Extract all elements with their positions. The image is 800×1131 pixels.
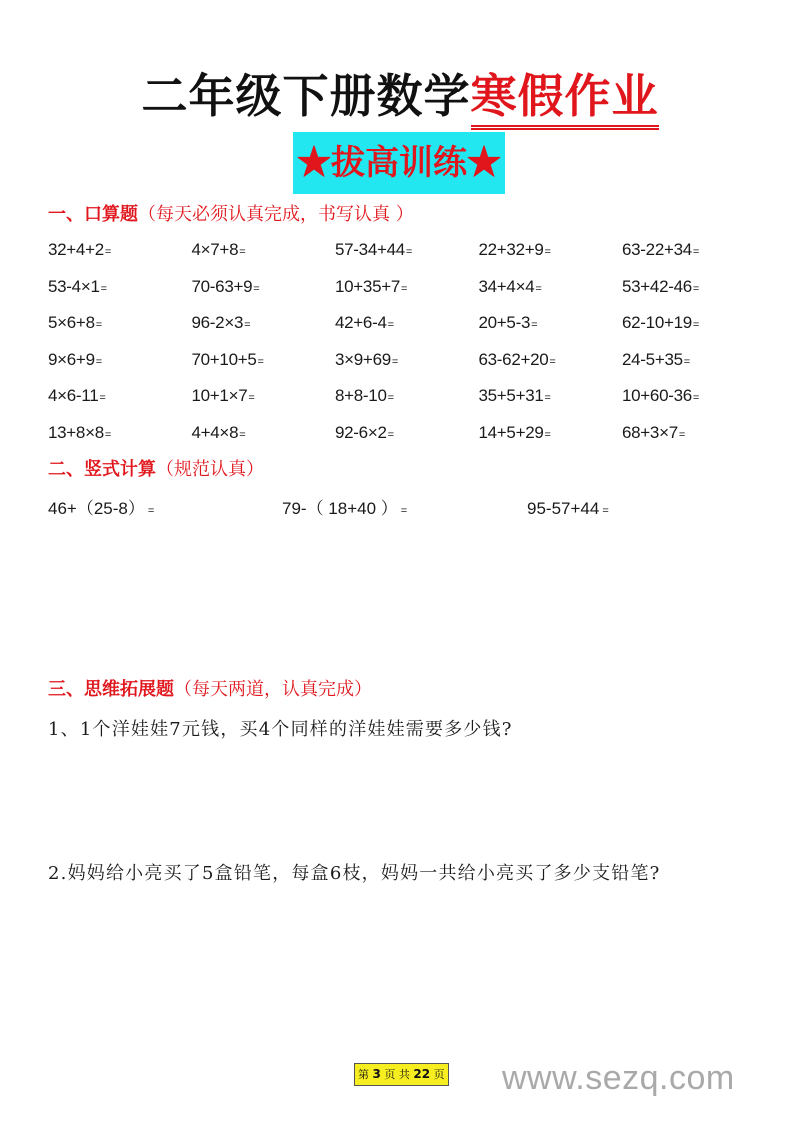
oral-expr: 22+32+9 bbox=[478, 240, 544, 259]
equals-sign: = bbox=[248, 392, 255, 404]
section-2-heading: 二、竖式计算 bbox=[48, 459, 156, 480]
oral-item bbox=[335, 347, 479, 384]
oral-expr: 9×6+9 bbox=[48, 349, 95, 369]
page-middle: 页 共 bbox=[384, 1068, 410, 1081]
oral-item bbox=[192, 383, 336, 420]
oral-expr: 10+1×7 bbox=[191, 386, 248, 405]
oral-expr: 63-22+34 bbox=[622, 240, 692, 259]
equals-sign: = bbox=[104, 246, 111, 258]
oral-item bbox=[48, 274, 192, 311]
section-2-note: （规范认真） bbox=[156, 459, 264, 480]
oral-item bbox=[48, 347, 192, 384]
oral-expr: 35+5+31 bbox=[478, 386, 544, 405]
oral-row bbox=[48, 383, 768, 420]
oral-expr: 32+4+2 bbox=[48, 240, 104, 259]
oral-item bbox=[192, 274, 336, 311]
oral-expr: 53+42-46 bbox=[622, 276, 692, 296]
oral-expr: 13+8×8 bbox=[48, 422, 104, 442]
title-highlight: 寒假作业 bbox=[471, 69, 659, 130]
oral-expr: 24-5+35 bbox=[622, 349, 683, 369]
equals-sign: = bbox=[147, 505, 155, 517]
page-number-badge bbox=[354, 1063, 449, 1086]
equals-sign: = bbox=[678, 428, 685, 441]
equals-sign: = bbox=[391, 355, 398, 368]
equals-sign: = bbox=[104, 428, 111, 441]
equals-sign: = bbox=[683, 355, 690, 368]
oral-item bbox=[479, 420, 623, 457]
oral-expr: 10+60-36 bbox=[622, 386, 692, 405]
oral-item bbox=[192, 347, 336, 384]
oral-item bbox=[622, 237, 766, 274]
equals-sign: = bbox=[95, 319, 102, 331]
oral-item bbox=[622, 310, 766, 347]
vertical-item bbox=[527, 496, 609, 524]
oral-item bbox=[335, 237, 479, 274]
equals-sign: = bbox=[95, 355, 102, 368]
oral-expr: 8+8-10 bbox=[335, 386, 387, 405]
page-title bbox=[142, 68, 659, 124]
oral-expr: 62-10+19 bbox=[622, 313, 692, 332]
oral-expr: 4×6-11 bbox=[48, 386, 99, 405]
oral-item bbox=[622, 274, 766, 311]
oral-item bbox=[335, 420, 479, 457]
total-pages: 22 bbox=[413, 1067, 431, 1081]
oral-expr: 34+4×4 bbox=[478, 276, 535, 296]
equals-sign: = bbox=[405, 246, 413, 258]
section-1-heading: 一、口算题 bbox=[48, 204, 138, 225]
page-suffix: 页 bbox=[433, 1068, 445, 1081]
vertical-calc-row bbox=[48, 496, 768, 522]
oral-item bbox=[479, 310, 623, 347]
oral-expr: 14+5+29 bbox=[478, 422, 544, 442]
equals-sign: = bbox=[257, 355, 264, 368]
oral-expr: 63-62+20 bbox=[478, 349, 549, 369]
oral-item bbox=[192, 420, 336, 457]
oral-item bbox=[335, 310, 479, 347]
oral-item bbox=[622, 420, 766, 457]
equals-sign: = bbox=[692, 319, 700, 331]
oral-row bbox=[48, 420, 768, 457]
equals-sign: = bbox=[387, 319, 394, 331]
equals-sign: = bbox=[387, 392, 394, 404]
oral-item bbox=[479, 237, 623, 274]
section-3-note: （每天两道，认真完成） bbox=[174, 679, 372, 700]
title-main: 二年级下册数学 bbox=[141, 69, 471, 123]
question-2: 2.妈妈给小亮买了5盒铅笔，每盒6枝，妈妈一共给小亮买了多少支铅笔? bbox=[48, 863, 661, 884]
oral-item bbox=[48, 420, 192, 457]
equals-sign: = bbox=[535, 282, 542, 295]
equals-sign: = bbox=[99, 392, 106, 404]
vertical-expr: 46+（25-8） bbox=[48, 499, 145, 518]
watermark: www.sezq.com bbox=[502, 1059, 735, 1097]
oral-expr: 4+4×8 bbox=[191, 422, 239, 442]
equals-sign: = bbox=[692, 392, 700, 404]
oral-expr: 4×7+8 bbox=[191, 240, 239, 259]
equals-sign: = bbox=[549, 355, 556, 368]
equals-sign: = bbox=[544, 392, 551, 404]
oral-item bbox=[622, 383, 766, 420]
equals-sign: = bbox=[692, 282, 700, 295]
equals-sign: = bbox=[531, 319, 538, 331]
oral-item bbox=[622, 347, 766, 384]
oral-row bbox=[48, 310, 768, 347]
oral-item bbox=[48, 383, 192, 420]
equals-sign: = bbox=[401, 282, 408, 295]
equals-sign: = bbox=[692, 246, 700, 258]
oral-expr: 96-2×3 bbox=[191, 313, 244, 332]
equals-sign: = bbox=[544, 428, 551, 441]
equals-sign: = bbox=[602, 505, 609, 517]
oral-item bbox=[335, 274, 479, 311]
oral-item bbox=[192, 310, 336, 347]
page-prefix: 第 bbox=[358, 1068, 369, 1081]
equals-sign: = bbox=[244, 319, 251, 331]
section-3-header bbox=[48, 678, 372, 702]
oral-expr: 5×6+8 bbox=[48, 313, 95, 332]
equals-sign: = bbox=[387, 428, 394, 441]
oral-row bbox=[48, 237, 768, 274]
section-1-header bbox=[48, 203, 414, 227]
oral-expr: 42+6-4 bbox=[335, 313, 387, 332]
oral-item bbox=[479, 274, 623, 311]
oral-item bbox=[48, 237, 192, 274]
banner-label: ★拔高训练★ bbox=[293, 132, 505, 194]
question-1: 1、1个洋娃娃7元钱，买4个同样的洋娃娃需要多少钱? bbox=[48, 719, 513, 740]
equals-sign: = bbox=[239, 428, 246, 441]
equals-sign: = bbox=[400, 505, 408, 517]
vertical-expr: 79-（ 18+40 ） bbox=[282, 499, 398, 518]
equals-sign: = bbox=[544, 246, 551, 258]
section-3-heading: 三、思维拓展题 bbox=[48, 679, 174, 700]
equals-sign: = bbox=[100, 282, 107, 295]
oral-expr: 3×9+69 bbox=[335, 349, 391, 369]
oral-expr: 92-6×2 bbox=[335, 422, 387, 442]
oral-expr: 53-4×1 bbox=[48, 276, 100, 296]
oral-expr: 70+10+5 bbox=[191, 349, 257, 369]
oral-item bbox=[479, 383, 623, 420]
oral-expr: 10+35+7 bbox=[335, 276, 401, 296]
vertical-expr: 95-57+44 bbox=[527, 499, 600, 518]
vertical-item bbox=[48, 496, 154, 524]
oral-expr: 20+5-3 bbox=[478, 313, 531, 332]
section-1-note: （每天必须认真完成，书写认真 ） bbox=[138, 204, 414, 225]
equals-sign: = bbox=[239, 246, 246, 258]
title-wrap bbox=[0, 68, 800, 124]
oral-expr: 70-63+9 bbox=[191, 276, 253, 296]
oral-item bbox=[335, 383, 479, 420]
current-page: 3 bbox=[372, 1067, 381, 1081]
section-2-header bbox=[48, 458, 264, 482]
oral-item bbox=[192, 237, 336, 274]
oral-expr: 57-34+44 bbox=[335, 240, 405, 259]
oral-expr: 68+3×7 bbox=[622, 422, 678, 442]
oral-item bbox=[479, 347, 623, 384]
equals-sign: = bbox=[253, 282, 260, 295]
oral-grid bbox=[48, 237, 768, 456]
oral-item bbox=[48, 310, 192, 347]
vertical-item bbox=[282, 496, 407, 524]
oral-row bbox=[48, 347, 768, 384]
oral-row bbox=[48, 274, 768, 311]
